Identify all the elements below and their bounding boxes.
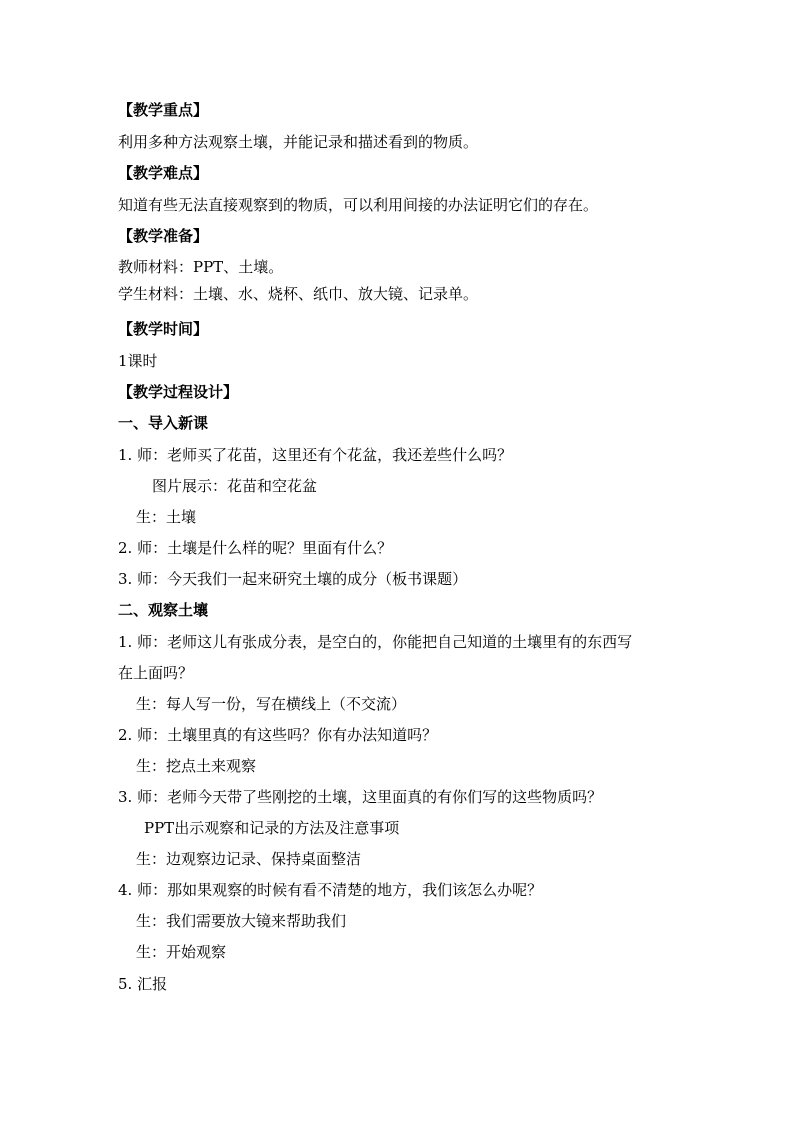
key-points-text: 利用多种方法观察土壤，并能记录和描述看到的物质。 <box>118 133 479 151</box>
part2-note-3: PPT出示观察和记录的方法及注意事项 <box>144 819 400 837</box>
part1-note-1: 图片展示：花苗和空花盆 <box>152 477 318 495</box>
teacher-materials: 教师材料：PPT、土壤。 <box>118 258 284 276</box>
time-text: 1课时 <box>118 352 158 370</box>
part2-answer-2: 生：挖点土来观察 <box>136 757 257 775</box>
heading-time: 【教学时间】 <box>118 320 209 338</box>
part2-answer-3: 生：边观察边记录、保持桌面整洁 <box>136 850 362 868</box>
part2-answer-1: 生：每人写一份，写在横线上（不交流） <box>136 695 407 713</box>
part2-question-1-line2: 在上面吗？ <box>118 664 194 682</box>
part2-title: 二、观察土壤 <box>118 601 209 619</box>
part1-question-1: 1. 师：老师买了花苗，这里还有个花盆，我还差些什么吗？ <box>118 446 513 464</box>
heading-process: 【教学过程设计】 <box>118 383 239 401</box>
part1-question-3: 3. 师：今天我们一起来研究土壤的成分（板书课题） <box>118 570 468 588</box>
student-materials: 学生材料：土壤、水、烧杯、纸巾、放大镜、记录单。 <box>118 285 479 303</box>
part2-question-3: 3. 师：老师今天带了些刚挖的土壤，这里面真的有你们写的这些物质吗？ <box>118 788 603 806</box>
difficulties-text: 知道有些无法直接观察到的物质，可以利用间接的办法证明它们的存在。 <box>118 196 599 214</box>
part2-question-4: 4. 师：那如果观察的时候有看不清楚的地方，我们该怎么办呢？ <box>118 881 543 899</box>
heading-difficulties: 【教学难点】 <box>118 164 209 182</box>
part2-question-5: 5. 汇报 <box>118 975 168 993</box>
part2-question-1-line1: 1. 师：老师这儿有张成分表，是空白的，你能把自己知道的土壤里有的东西写 <box>118 633 633 651</box>
part2-question-2: 2. 师：土壤里真的有这些吗？你有办法知道吗？ <box>118 726 438 744</box>
heading-key-points: 【教学重点】 <box>118 101 209 119</box>
part1-answer-1: 生：土壤 <box>136 508 197 526</box>
part2-answer-4b: 生：开始观察 <box>136 943 227 961</box>
part1-question-2: 2. 师：土壤是什么样的呢？里面有什么？ <box>118 539 393 557</box>
part2-answer-4a: 生：我们需要放大镜来帮助我们 <box>136 912 347 930</box>
part1-title: 一、导入新课 <box>118 414 209 432</box>
heading-preparation: 【教学准备】 <box>118 227 209 245</box>
